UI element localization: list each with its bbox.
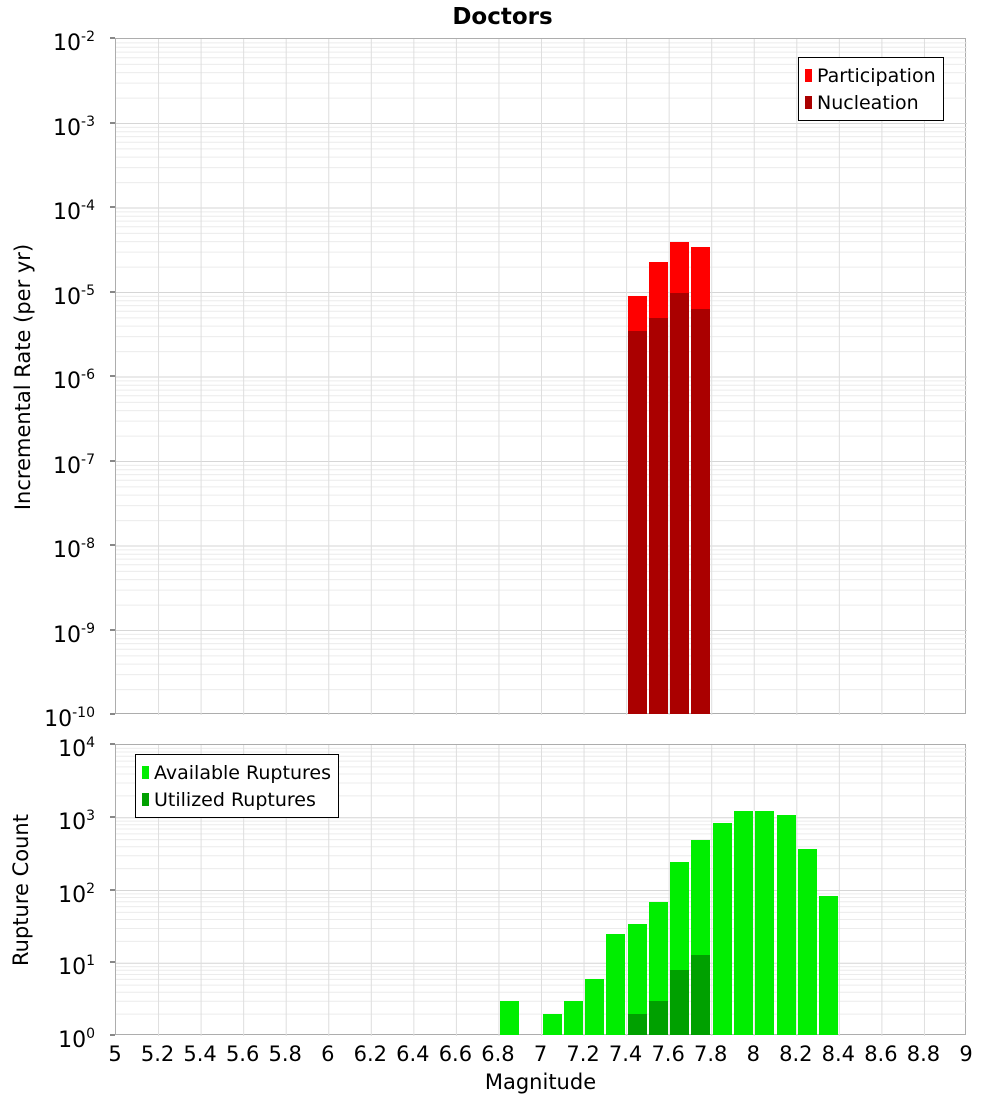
- x-tick-label: 9: [959, 1042, 973, 1066]
- y-tick-label: $10^0$: [58, 1026, 95, 1053]
- y-tick-label: $10^{-6}$: [53, 367, 95, 394]
- x-tick-label: 7.8: [693, 1042, 728, 1066]
- y-tick-mark: [110, 1034, 115, 1036]
- x-tick-label: 5.8: [268, 1042, 302, 1066]
- x-tick-label: 5: [108, 1042, 122, 1066]
- x-tick-label: 5.2: [140, 1042, 175, 1066]
- y-tick-mark: [110, 961, 115, 963]
- bar-utilized-ruptures: [691, 955, 710, 1035]
- bar-available-ruptures: [713, 823, 732, 1035]
- bar-available-ruptures: [819, 896, 838, 1035]
- y-tick-mark: [110, 122, 115, 124]
- y-tick-mark: [110, 460, 115, 462]
- x-tick-label: 5.6: [225, 1042, 260, 1066]
- y-tick-label: $10^{-2}$: [53, 29, 95, 56]
- x-tick-label: 6.8: [481, 1042, 515, 1066]
- legend-label: Utilized Ruptures: [154, 788, 316, 811]
- utilized-ruptures-marker-icon: [142, 793, 149, 806]
- nucleation-marker-icon: [805, 96, 812, 109]
- bar-available-ruptures: [755, 811, 774, 1035]
- bar-nucleation: [628, 331, 647, 714]
- x-tick-label: 8: [746, 1042, 760, 1066]
- y-axis-label-top: Incremental Rate (per yr): [11, 243, 35, 511]
- y-tick-label: $10^{-5}$: [53, 282, 95, 310]
- y-tick-mark: [110, 889, 115, 891]
- legend-item-participation: [805, 62, 936, 89]
- legend-label: Available Ruptures: [154, 761, 331, 784]
- y-tick-mark: [110, 544, 115, 546]
- x-tick-label: 6.4: [396, 1042, 430, 1066]
- y-tick-label: $10^{-8}$: [53, 536, 95, 563]
- available-ruptures-marker-icon: [142, 766, 149, 779]
- y-tick-label: $10^{-7}$: [53, 451, 95, 479]
- y-tick-mark: [110, 291, 115, 293]
- y-tick-label: $10^2$: [58, 880, 95, 908]
- legend-item-nucleation: [805, 89, 936, 116]
- x-tick-label: 8.6: [864, 1042, 898, 1066]
- x-tick-label: 6: [321, 1042, 335, 1066]
- bar-utilized-ruptures: [628, 1014, 647, 1035]
- x-tick-label: 8.2: [779, 1042, 813, 1066]
- y-tick-label: $10^{-9}$: [53, 620, 95, 648]
- x-tick-label: 8.4: [821, 1042, 856, 1066]
- x-tick-label: 7.2: [566, 1042, 600, 1066]
- y-tick-label: $10^{-4}$: [53, 198, 95, 225]
- x-tick-label: 7: [533, 1042, 548, 1066]
- legend-item-utilized-ruptures: [142, 786, 331, 813]
- legend-item-available-ruptures: [142, 759, 331, 786]
- bar-available-ruptures: [543, 1014, 562, 1035]
- y-tick-label: $10^1$: [58, 953, 95, 981]
- chart-title: Doctors: [452, 4, 553, 30]
- y-tick-label: $10^{-10}$: [44, 705, 95, 732]
- y-tick-mark: [110, 743, 115, 745]
- y-tick-label: $10^{-3}$: [53, 113, 95, 141]
- y-axis-label-bottom: Rupture Count: [9, 814, 33, 966]
- y-tick-mark: [110, 206, 115, 208]
- bar-available-ruptures: [585, 979, 604, 1035]
- bar-utilized-ruptures: [649, 1001, 668, 1035]
- bar-nucleation: [691, 309, 710, 714]
- bar-nucleation: [670, 293, 689, 715]
- participation-marker-icon: [805, 69, 812, 82]
- x-tick-label: 5.4: [183, 1042, 217, 1066]
- y-tick-label: $10^3$: [58, 807, 95, 835]
- y-tick-mark: [110, 375, 115, 377]
- x-axis-label: Magnitude: [484, 1070, 597, 1094]
- bar-available-ruptures: [564, 1001, 583, 1035]
- top-plot-area: [115, 38, 966, 714]
- gridlines: [116, 39, 967, 715]
- legend-bottom: [135, 754, 339, 818]
- x-tick-label: 7.4: [608, 1042, 643, 1066]
- y-tick-mark: [110, 713, 115, 715]
- bar-available-ruptures: [734, 811, 753, 1035]
- y-tick-mark: [110, 37, 115, 39]
- y-tick-mark: [110, 629, 115, 631]
- y-tick-mark: [110, 816, 115, 818]
- x-tick-label: 8.8: [906, 1042, 941, 1066]
- y-tick-label: $10^4$: [58, 735, 95, 762]
- x-tick-label: 7.6: [651, 1042, 685, 1066]
- bar-utilized-ruptures: [670, 970, 689, 1035]
- x-tick-label: 6.2: [353, 1042, 387, 1066]
- legend-label: Participation: [817, 64, 936, 87]
- bar-available-ruptures: [777, 815, 796, 1035]
- bar-available-ruptures: [798, 849, 817, 1035]
- legend-label: Nucleation: [817, 91, 919, 114]
- bar-available-ruptures: [500, 1001, 519, 1035]
- bar-nucleation: [649, 318, 668, 714]
- bar-available-ruptures: [606, 934, 625, 1035]
- legend-top: [798, 57, 944, 121]
- x-tick-label: 6.6: [438, 1042, 473, 1066]
